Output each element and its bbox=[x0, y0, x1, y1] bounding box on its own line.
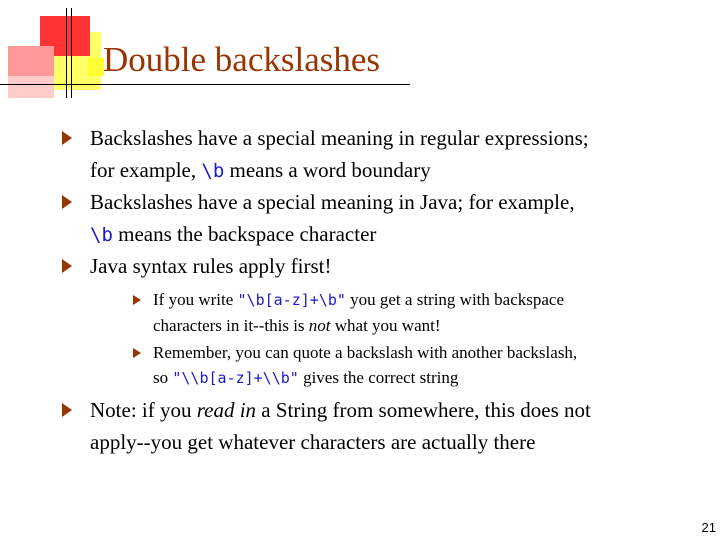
sub-bullet-2-line-1: Remember, you can quote a backslash with another backslash, bbox=[153, 343, 578, 362]
bullet-item-2 bbox=[90, 186, 690, 251]
emphasis-text: not bbox=[308, 316, 331, 335]
bullet-1-line-1: Backslashes have a special meaning in regular expressions; bbox=[90, 126, 589, 150]
bullet-marker bbox=[62, 403, 72, 417]
text-segment: If you write bbox=[153, 290, 238, 309]
sub-bullet-1-line-2 bbox=[153, 313, 693, 338]
bullet-item-1 bbox=[90, 122, 690, 187]
bullet-item-4 bbox=[90, 394, 690, 458]
bullet-2-line-2 bbox=[90, 218, 690, 251]
sub-bullet-marker bbox=[133, 348, 141, 358]
text-segment: means the backspace character bbox=[112, 222, 377, 246]
text-segment: you get a string with backspace bbox=[345, 290, 564, 309]
sub-bullet-1-line-1 bbox=[153, 287, 693, 313]
bullet-4-line-1 bbox=[90, 394, 690, 426]
bullet-2-line-1: Backslashes have a special meaning in Java; for example, bbox=[90, 190, 575, 214]
bullet-4-line-2: apply--you get whatever characters are actually there bbox=[90, 430, 536, 454]
code-snippet: "\b[a-z]+\b" bbox=[237, 291, 346, 309]
bullet-marker bbox=[62, 259, 72, 273]
text-segment: for example, bbox=[90, 158, 202, 182]
slide-title: Double backslashes bbox=[103, 40, 381, 79]
text-segment: means a word boundary bbox=[224, 158, 431, 182]
text-segment: gives the correct string bbox=[298, 368, 459, 387]
code-snippet: "\\b[a-z]+\\b" bbox=[172, 369, 299, 387]
emphasis-text: read in bbox=[196, 398, 257, 422]
bullet-item-3 bbox=[90, 250, 690, 282]
code-snippet: \b bbox=[201, 160, 225, 182]
text-segment: Note: if you bbox=[90, 398, 197, 422]
bullet-marker bbox=[62, 195, 72, 209]
text-segment: so bbox=[153, 368, 173, 387]
sub-bullet-marker bbox=[133, 295, 141, 305]
bullet-marker bbox=[62, 131, 72, 145]
code-snippet: \b bbox=[90, 224, 113, 246]
sub-bullet-item-1 bbox=[153, 287, 693, 338]
bullet-3-line-1: Java syntax rules apply first! bbox=[90, 254, 332, 278]
sub-bullet-item-2 bbox=[153, 340, 693, 391]
text-segment: characters in it--this is bbox=[153, 316, 309, 335]
page-number: 21 bbox=[701, 520, 716, 535]
text-segment: a String from somewhere, this does not bbox=[256, 398, 591, 422]
bullet-1-line-2 bbox=[90, 154, 690, 187]
sub-bullet-2-line-2 bbox=[153, 365, 693, 391]
text-segment: what you want! bbox=[330, 316, 441, 335]
